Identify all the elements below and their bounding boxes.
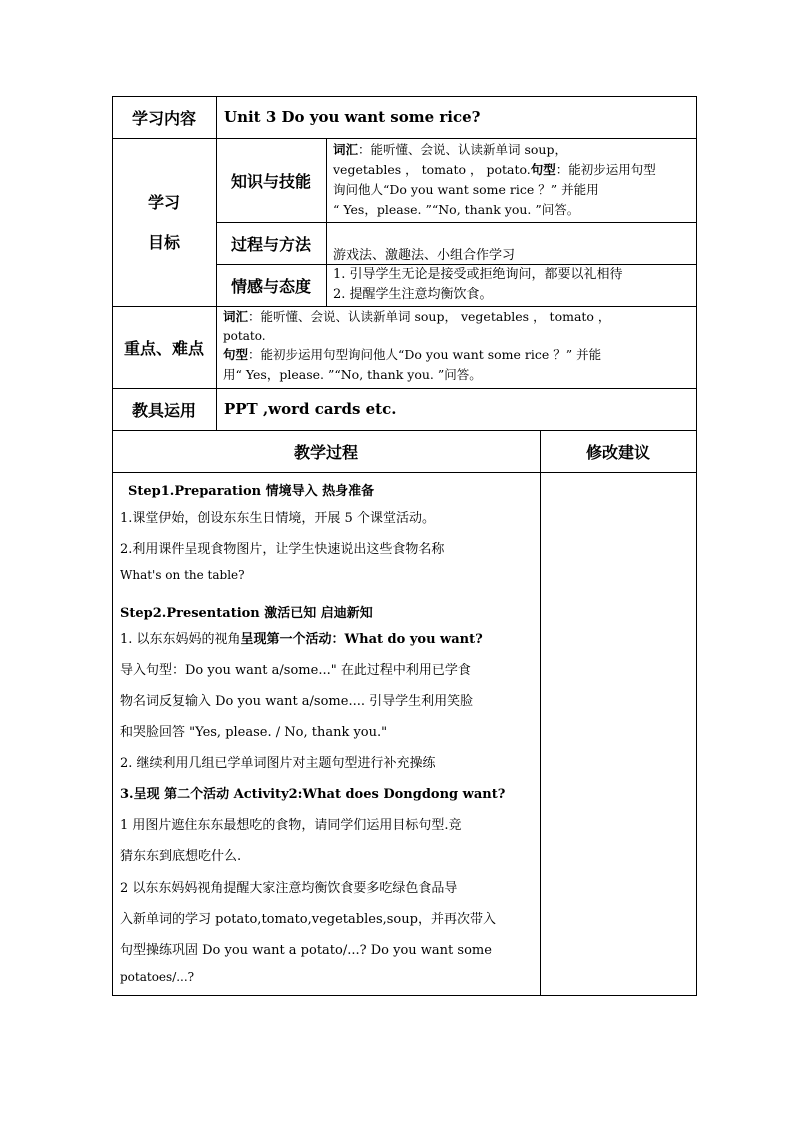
- content-label: 学习内容: [131, 108, 196, 128]
- step1-line: What's on the table?: [120, 568, 245, 582]
- key-points-text: [223, 307, 693, 385]
- step3-line: 2 以东东妈妈视角提醒大家注意均衡饮食要多吃绿色食品导: [120, 881, 458, 896]
- step3-line: 入新单词的学习 potato,tomato,vegetables,soup，并再次带入: [120, 912, 496, 927]
- knowledge-line: ：能初步运用句型: [555, 162, 656, 177]
- key-line: ：能初步运用句型询问他人“Do you want some rice ？” 并能: [248, 347, 602, 362]
- step1-title: Step1.Preparation 情境导入 热身准备: [128, 484, 375, 499]
- knowledge-line: ：能听懂、会说、认读新单词 soup，: [358, 142, 567, 157]
- revision-suggestions-header: 修改建议: [585, 442, 650, 462]
- step3-line: potatoes/...?: [120, 970, 195, 984]
- table-border: [112, 995, 697, 996]
- goal-label: [112, 186, 216, 260]
- table-border: [696, 96, 697, 996]
- process-text: 游戏法、激趣法、小组合作学习: [333, 248, 516, 263]
- emotion-item: 1. 引导学生无论是接受或拒绝询问，都要以礼相待: [333, 267, 623, 282]
- table-border: [326, 138, 327, 307]
- step2-title: Step2.Presentation 激活已知 启迪新知: [120, 606, 373, 621]
- goal-label-line-2: 目标: [147, 233, 180, 252]
- knowledge-line: vegetables ， tomato ， potato.: [333, 162, 531, 177]
- step1-line: 2.利用课件呈现食物图片，让学生快速说出这些食物名称: [120, 542, 445, 557]
- step2-line: 2. 继续利用几组已学单词图片对主题句型进行补充操练: [120, 756, 436, 771]
- sentence-label: 句型: [530, 162, 556, 177]
- vocab-label: 词汇: [333, 142, 359, 157]
- key-line: 用“ Yes，please. ”“No, thank you. ”问答。: [223, 367, 482, 382]
- step1-line: 1.课堂伊始，创设东东生日情境，开展 5 个课堂活动。: [120, 511, 435, 526]
- teaching-process-header: 教学过程: [293, 442, 358, 462]
- goal-label-line-1: 学习: [147, 193, 180, 212]
- step2-line: 物名词反复输入 Do you want a/some.... 引导学生利用笑脸: [120, 694, 474, 709]
- step3-title: 3.呈现 第二个活动 Activity2:What does Dongdong want?: [120, 787, 506, 802]
- emotion-label: 情感与态度: [230, 276, 311, 296]
- key-line: ：能听懂、会说、认读新单词 soup， vegetables ， tomato ，: [248, 309, 611, 324]
- step3-line: 1 用图片遮住东东最想吃的食物，请同学们运用目标句型.竞: [120, 818, 462, 833]
- key-points-label: 重点、难点: [123, 338, 204, 358]
- table-border: [112, 472, 697, 473]
- knowledge-line: “ Yes，please. ”“No, thank you. ”问答。: [333, 202, 580, 217]
- knowledge-line: 询问他人“Do you want some rice ？” 并能用: [333, 182, 599, 197]
- sentence-label: 句型: [223, 347, 249, 362]
- step2-line: 和哭脸回答 "Yes, please. / No, thank you.": [120, 725, 388, 740]
- step2-line: [120, 628, 534, 647]
- step3-line: 句型操练巩固 Do you want a potato/...? Do you want some: [120, 943, 492, 958]
- knowledge-text: [333, 140, 693, 220]
- knowledge-label: 知识与技能: [230, 171, 311, 191]
- tools-label: 教具运用: [131, 400, 196, 420]
- step2-line: 导入句型：Do you want a/some..." 在此过程中利用已学食: [120, 663, 471, 678]
- step3-line: 猜东东到底想吃什么.: [120, 849, 242, 864]
- vocab-label: 词汇: [223, 309, 249, 324]
- emotion-text: [333, 265, 693, 305]
- process-label: 过程与方法: [230, 234, 311, 254]
- table-border: [540, 430, 541, 996]
- key-line: potato.: [223, 329, 266, 343]
- emotion-item: 2. 提醒学生注意均衡饮食。: [333, 287, 493, 302]
- step2-line-part: 呈现第一个活动：What do you want?: [240, 632, 483, 647]
- unit-title: Unit 3 Do you want some rice?: [224, 108, 481, 126]
- tools-value: PPT ,word cards etc.: [224, 400, 397, 418]
- table-border: [112, 138, 697, 139]
- step2-line-part: 1. 以东东妈妈的视角: [120, 632, 241, 647]
